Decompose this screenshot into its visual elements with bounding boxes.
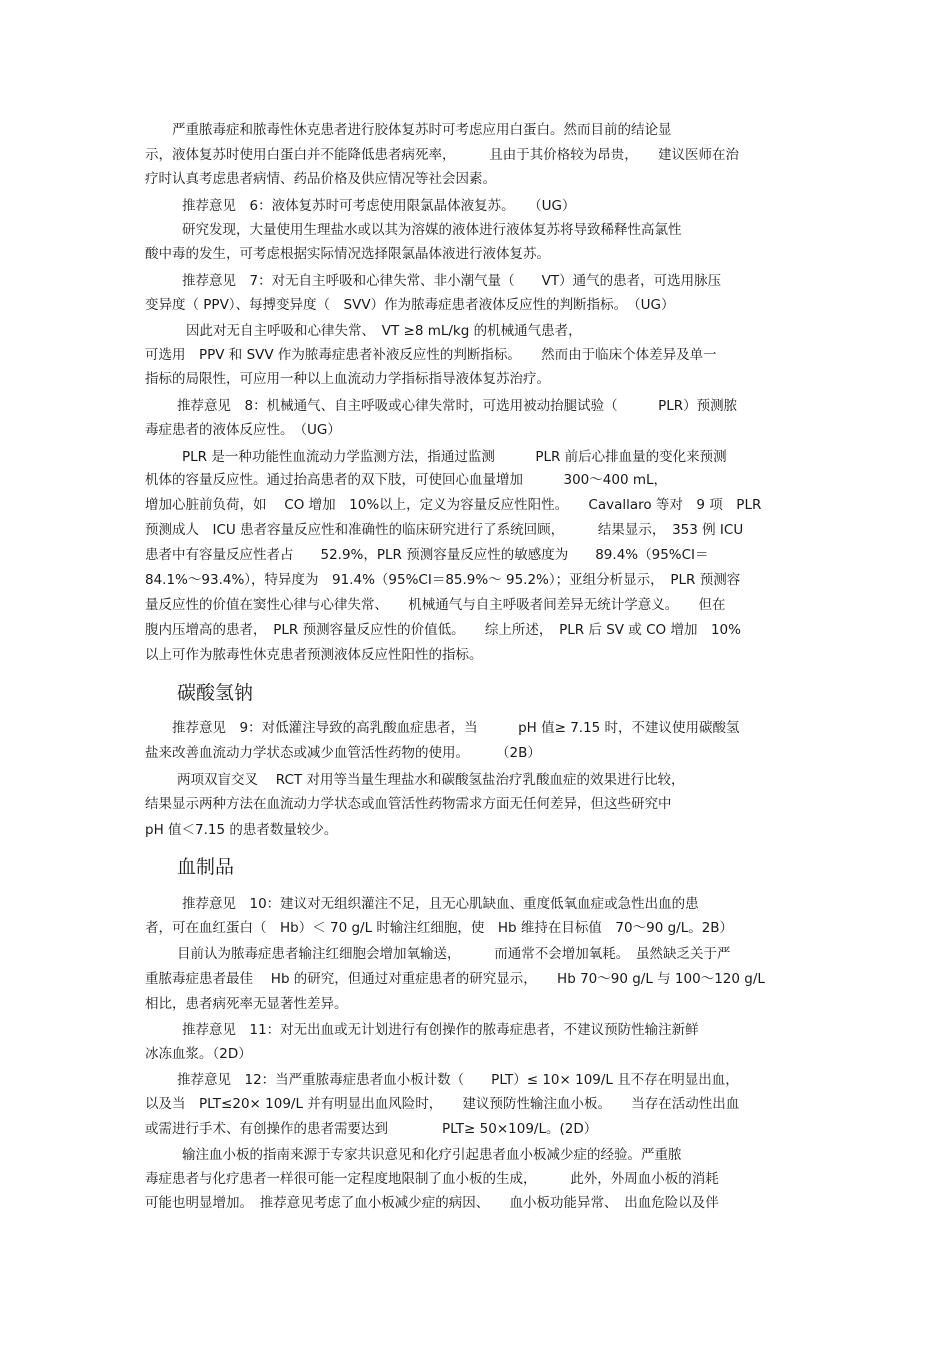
text-line: PLR 是一种功能性血流动力学监测方法，指通过监测 PLR 前后心排血量的变化来预测	[182, 449, 727, 465]
text-line: 相比，患者病死率无显著性差异。	[145, 996, 348, 1012]
text-line: 可能也明显增加。 推荐意见考虑了血小板减少症的病因、 血小板功能异常、 出血危险以及伴	[145, 1195, 719, 1211]
text-line: 推荐意见 9：对低灌注导致的高乳酸血症患者，当 pH 值≥ 7.15 时，不建议使用碳酸氢	[172, 720, 740, 736]
text-line: 结果显示两种方法在血流动力学状态或血管活性药物需求方面无任何差异，但这些研究中	[145, 796, 672, 812]
text-line: 酸中毒的发生，可考虑根据实际情况选择限氯晶体液进行液体复苏。	[145, 246, 550, 262]
text-line: 推荐意见 12：当严重脓毒症患者血小板计数（ PLT）≤ 10× 109/L 且不存在明显出血，	[177, 1072, 739, 1088]
text-line: 变异度（ PPV）、每搏变异度（ SVV）作为脓毒症患者液体反应性的判断指标。 （UG）	[145, 297, 675, 313]
text-line: pH 值＜7.15 的患者数量较少。	[145, 822, 338, 838]
text-line: 示，液体复苏时使用白蛋白并不能降低患者病死率， 且由于其价格较为昂贵， 建议医师在治	[145, 147, 739, 163]
text-line: 以及当 PLT≤20× 109/L 并有明显出血风险时， 建议预防性输注血小板。 当存在活动性出血	[145, 1096, 740, 1112]
text-line: 推荐意见 10：建议对无组织灌注不足，且无心肌缺血、重度低氧血症或急性出血的患	[182, 896, 699, 912]
section-heading-sodium-bicarbonate: 碳酸氢钠	[177, 682, 254, 704]
text-line: 腹内压增高的患者， PLR 预测容量反应性的价值低。 综上所述， PLR 后 SV 或 CO 增加 10%	[145, 622, 741, 638]
text-line: 重脓毒症患者最佳 Hb 的研究，但通过对重症患者的研究显示， Hb 70～90 g/L 与 100～120 g/L	[145, 971, 765, 987]
text-line: 推荐意见 11：对无出血或无计划进行有创操作的脓毒症患者，不建议预防性输注新鲜	[182, 1022, 699, 1038]
text-line: 目前认为脓毒症患者输注红细胞会增加氧输送， 而通常不会增加氧耗。 虽然缺乏关于严	[177, 946, 731, 962]
text-line: 84.1%～93.4%），特异度为 91.4%（95%CI＝85.9%～ 95.2%）；亚组分析显示， PLR 预测容	[145, 572, 741, 588]
text-line: 增加心脏前负荷，如 CO 增加 10%以上，定义为容量反应性阳性。 Cavallaro 等对 9 项 PLR	[145, 497, 762, 513]
text-line: 患者中有容量反应性者占 52.9%，PLR 预测容量反应性的敏感度为 89.4%（95%CI＝	[145, 547, 709, 563]
text-line: 推荐意见 7：对无自主呼吸和心律失常、非小潮气量（ VT）通气的患者，可选用脉压	[182, 273, 722, 289]
text-line: 推荐意见 8：机械通气、自主呼吸或心律失常时，可选用被动抬腿试验（ PLR）预测脓	[177, 398, 738, 414]
text-line: 盐来改善血流动力学状态或减少血管活性药物的使用。 （2B）	[145, 745, 541, 761]
text-line: 推荐意见 6：液体复苏时可考虑使用限氯晶体液复苏。 （UG）	[182, 198, 576, 214]
text-line: 输注血小板的指南来源于专家共识意见和化疗引起患者血小板减少症的经验。严重脓	[182, 1147, 682, 1163]
text-line: 指标的局限性，可应用一种以上血流动力学指标指导液体复苏治疗。	[145, 371, 550, 387]
text-line: 或需进行手术、有创操作的患者需要达到 PLT≥ 50×109/L。(2D）	[145, 1121, 598, 1137]
text-line: 疗时认真考虑患者病情、药品价格及供应情况等社会因素。	[145, 171, 496, 187]
text-line: 预测成人 ICU 患者容量反应性和准确性的临床研究进行了系统回顾， 结果显示， 353 例 ICU	[145, 522, 744, 538]
text-line: 因此对无自主呼吸和心律失常、 VT ≥8 mL/kg 的机械通气患者，	[186, 323, 582, 339]
text-line: 冰冻血浆。（2D）	[145, 1046, 252, 1062]
text-line: 以上可作为脓毒性休克患者预测液体反应性阳性的指标。	[145, 647, 483, 663]
text-line: 量反应性的价值在窦性心律与心律失常、 机械通气与自主呼吸者间差异无统计学意义。 但在	[145, 597, 726, 613]
text-line: 者，可在血红蛋白（ Hb）＜ 70 g/L 时输注红细胞，使 Hb 维持在目标值 70～90 g/L。2B）	[145, 920, 734, 936]
section-heading-blood-products: 血制品	[177, 856, 235, 878]
text-line: 研究发现，大量使用生理盐水或以其为溶媒的液体进行液体复苏将导致稀释性高氯性	[182, 222, 682, 238]
text-line: 严重脓毒症和脓毒性休克患者进行胶体复苏时可考虑应用白蛋白。然而目前的结论显	[172, 122, 672, 138]
text-line: 毒症患者与化疗患者一样很可能一定程度地限制了血小板的生成， 此外，外周血小板的消耗	[145, 1171, 719, 1187]
text-line: 机体的容量反应性。通过抬高患者的双下肢，可使回心血量增加 300～400 mL，	[145, 472, 667, 488]
text-line: 可选用 PPV 和 SVV 作为脓毒症患者补液反应性的判断指标。 然而由于临床个体差异及单一	[145, 347, 717, 363]
text-line: 两项双盲交叉 RCT 对用等当量生理盐水和碳酸氢盐治疗乳酸血症的效果进行比较，	[177, 772, 685, 788]
text-line: 毒症患者的液体反应性。 （UG）	[145, 422, 341, 438]
